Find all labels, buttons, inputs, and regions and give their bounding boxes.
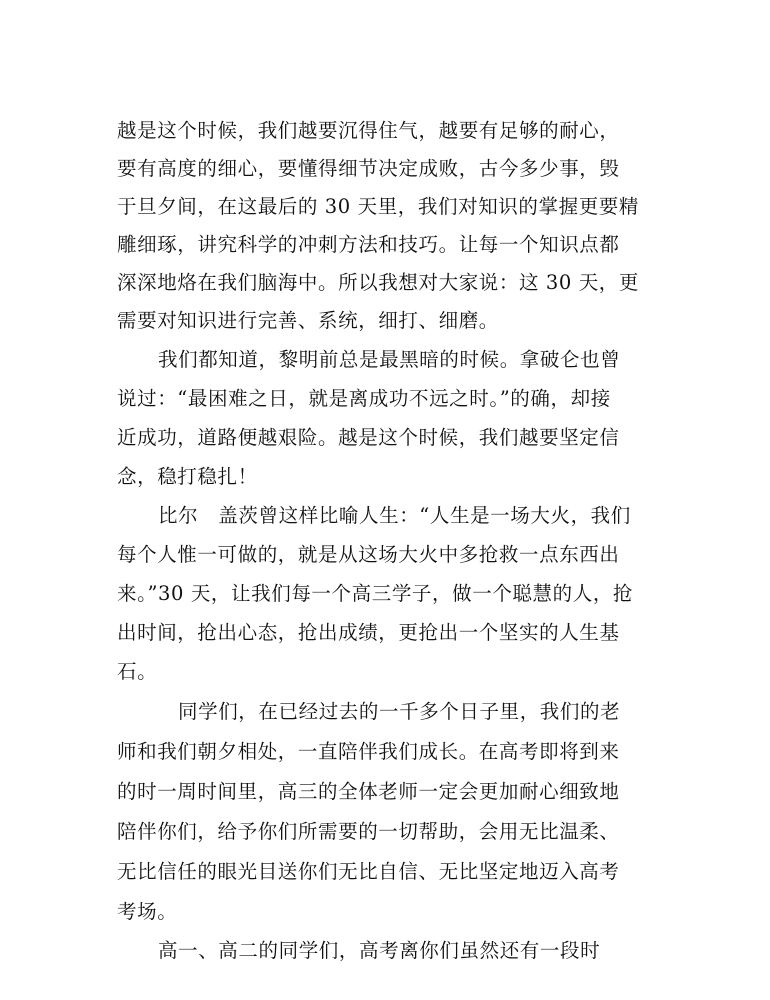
text-line: 石。 bbox=[117, 660, 158, 683]
text-line: 考场。 bbox=[117, 900, 178, 923]
text-line: 近成功，道路便越艰险。越是这个时候，我们越要坚定信 bbox=[117, 426, 620, 449]
text-line: 比尔 盖茨曾这样比喻人生：“人生是一场大火，我们 bbox=[158, 504, 631, 527]
text-line: 每个人惟一可做的，就是从这场大火中多抢救一点东西出 bbox=[117, 543, 620, 566]
text-line: 的时一周时间里，高三的全体老师一定会更加耐心细致地 bbox=[117, 780, 620, 803]
text-line: 雕细琢，讲究科学的冲刺方法和技巧。让每一个知识点都 bbox=[117, 233, 620, 256]
text-line: 高一、高二的同学们，高考离你们虽然还有一段时 bbox=[158, 939, 601, 962]
text-line: 无比信任的眼光目送你们无比自信、无比坚定地迈入高考 bbox=[117, 860, 620, 883]
text-line: 深深地烙在我们脑海中。所以我想对大家说：这 30 天，更 bbox=[117, 271, 640, 294]
text-line: 越是这个时候，我们越要沉得住气，越要有足够的耐心， bbox=[117, 119, 620, 142]
text-line: 同学们，在已经过去的一千多个日子里，我们的老 bbox=[178, 700, 621, 723]
text-line: 于旦夕间，在这最后的 30 天里，我们对知识的掌握更要精 bbox=[117, 195, 640, 218]
text-line: 需要对知识进行完善、系统，细打、细磨。 bbox=[117, 309, 499, 332]
text-line: 出时间，抢出心态，抢出成绩，更抢出一个坚实的人生基 bbox=[117, 621, 620, 644]
text-line: 来。”30 天，让我们每一个高三学子，做一个聪慧的人，抢 bbox=[117, 582, 634, 605]
text-line: 说过：“最困难之日，就是离成功不远之时。”的确，却接 bbox=[117, 387, 611, 410]
text-line: 师和我们朝夕相处，一直陪伴我们成长。在高考即将到来 bbox=[117, 740, 620, 763]
text-line: 要有高度的细心，要懂得细节决定成败，古今多少事，毁 bbox=[117, 157, 620, 180]
text-line: 陪伴你们，给予你们所需要的一切帮助，会用无比温柔、 bbox=[117, 820, 620, 843]
text-line: 我们都知道，黎明前总是最黑暗的时候。拿破仑也曾 bbox=[158, 348, 621, 371]
text-line: 念，稳打稳扎！ bbox=[117, 465, 258, 488]
